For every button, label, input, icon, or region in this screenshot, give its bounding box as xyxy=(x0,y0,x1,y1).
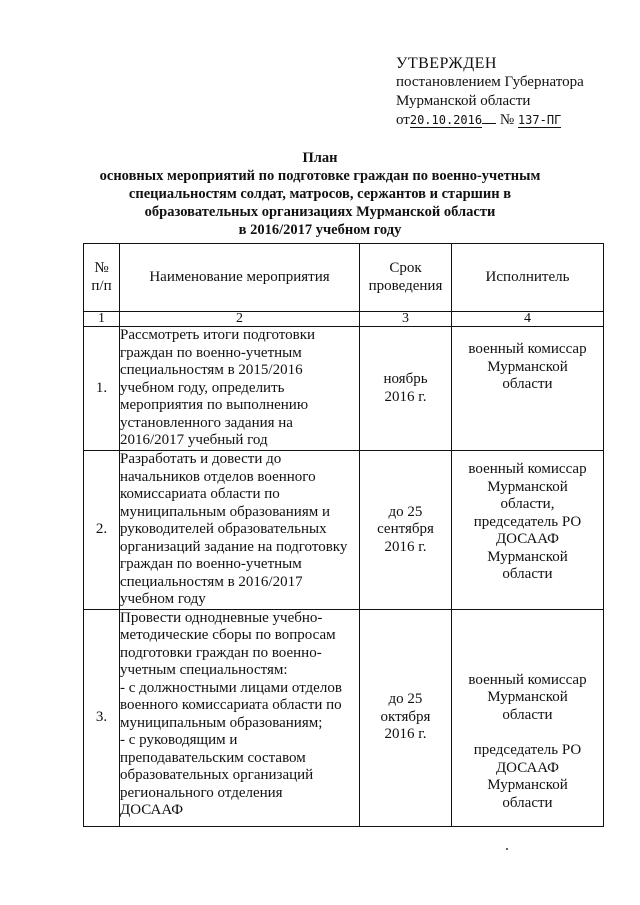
activity-term: ноябрь 2016 г. xyxy=(360,327,452,451)
activity-name: Разработать и довести до начальников отделов военного комиссариата области по муниципальным образованиям и руководителей образовательных организаций задание на подготовку граждан по военно-учетным специальностям в 2016/2017 учебном году xyxy=(120,451,360,610)
activity-executor: военный комиссар Мурманской области, председатель РО ДОСААФ Мурманской области xyxy=(452,451,604,610)
approval-line-2: Мурманской области xyxy=(396,93,531,109)
activity-executor: военный комиссар Мурманской области xyxy=(452,327,604,451)
column-number: 4 xyxy=(452,312,604,327)
approval-line-1: постановлением Губернатора xyxy=(396,74,584,90)
activity-executor xyxy=(452,609,604,826)
table-row xyxy=(84,327,604,451)
column-number: 1 xyxy=(84,312,120,327)
column-number-row xyxy=(84,312,604,327)
title-line-2: основных мероприятий по подготовке граждан по военно-учетным xyxy=(99,168,541,184)
header-executor: Исполнитель xyxy=(452,244,604,312)
column-number: 3 xyxy=(360,312,452,327)
executor-military: военный комиссар Мурманской области xyxy=(468,671,587,723)
approval-date: 20.10.2016 xyxy=(409,113,483,127)
row-number: 1. xyxy=(84,327,120,451)
activity-term: до 25 октября 2016 г. xyxy=(360,609,452,826)
table-row xyxy=(84,451,604,610)
activity-term: до 25 сентября 2016 г. xyxy=(360,451,452,610)
plan-table xyxy=(83,243,604,827)
title-line-3: специальностям солдат, матросов, сержантов и старшин в xyxy=(128,186,512,202)
title-line-5: в 2016/2017 учебном году xyxy=(238,222,402,238)
title-line-4: образовательных организациях Мурманской области xyxy=(144,204,496,220)
activity-name: Рассмотреть итоги подготовки граждан по военно-учетным специальностям в 2015/2016 учебном году, определить мероприятия по выполнению установленного задания на 2016/2017 учебный год xyxy=(120,327,360,451)
approval-heading: УТВЕРЖДЕН xyxy=(396,55,497,72)
approval-date-line xyxy=(396,111,584,130)
row-number: 2. xyxy=(84,451,120,610)
date-prefix: от xyxy=(396,112,410,128)
number-prefix: № xyxy=(499,112,515,128)
row-number: 3. xyxy=(84,609,120,826)
column-number: 2 xyxy=(120,312,360,327)
date-underline-gap xyxy=(482,123,496,124)
approval-stamp xyxy=(396,54,584,130)
approval-number: 137-ПГ xyxy=(517,113,562,127)
table-header-row xyxy=(84,244,604,312)
activity-name: Провести однодневные учебно- методические сборы по вопросам подготовки граждан по военно- учетным специальностям: - с должностными лицами отделов военного комиссариата области по муниципальным образованиям; - с руководящим и преподавательским составом образовательных организаций регионального отделения ДОСААФ xyxy=(120,609,360,826)
executor-dosaaf: председатель РО ДОСААФ Мурманской области xyxy=(473,742,582,811)
document-title xyxy=(60,149,580,239)
header-term: Срок проведения xyxy=(360,244,452,312)
header-name: Наименование мероприятия xyxy=(120,244,360,312)
header-number: № п/п xyxy=(84,244,120,312)
title-line-1: План xyxy=(302,150,338,166)
table-row xyxy=(84,609,604,826)
ink-dot xyxy=(506,848,508,850)
